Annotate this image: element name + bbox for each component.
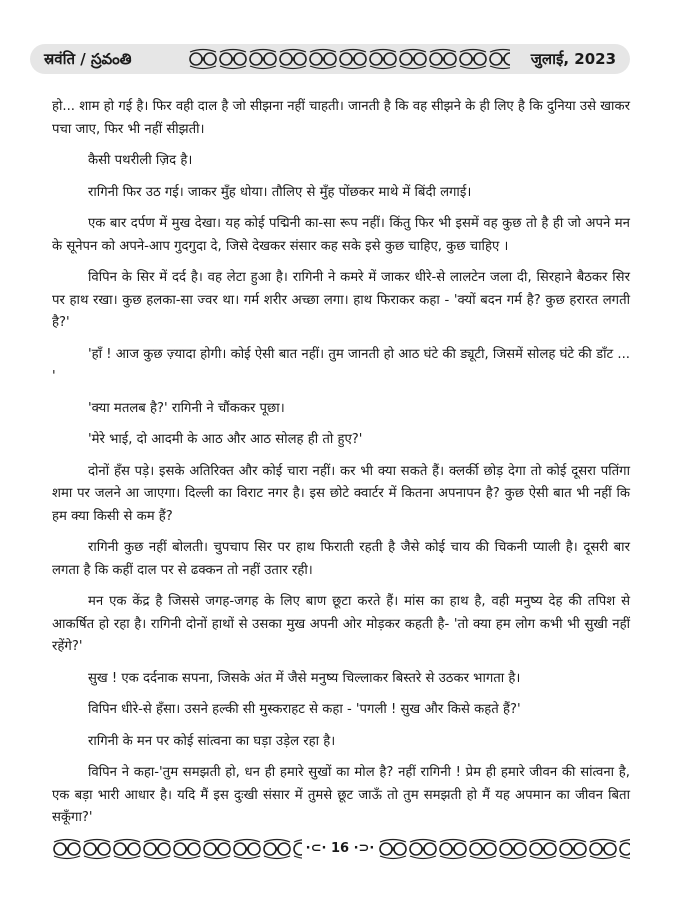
paragraph: विपिन धीरे-से हँसा। उसने हल्की सी मुस्कराहट से कहा - 'पगली ! सुख और किसे कहते हैं?' bbox=[88, 702, 521, 717]
paragraph: सुख ! एक दर्दनाक सपना, जिसके अंत में जैसे मनुष्य चिल्लाकर बिस्तरे से उठकर भागता है। bbox=[88, 670, 521, 686]
paragraph: कैसी पथरीली ज़िद है। bbox=[88, 153, 193, 168]
footer-ornament-right bbox=[378, 838, 630, 860]
paragraph: रागिनी के मन पर कोई सांत्वना का घड़ा उड़ेल रहा है। bbox=[88, 733, 336, 749]
ornament-pattern-icon bbox=[188, 48, 510, 70]
paragraph: मन एक केंद्र है जिससे जगह-जगह के लिए बाण छूटा करते हैं। मांस का हाथ है, वही मनुष्य देह की तपिश से आकर्षित हो रहा है। रागिनी दोनों हाथों से उसका मुख अपनी ओर मोड़कर कहती है- 'तो क्या हम लोग कभी भी सुखी नहीं रहेंगे?' bbox=[52, 594, 630, 654]
page-number-right-flourish-icon: ·⊃· bbox=[353, 841, 375, 856]
paragraph: दोनों हँस पड़े। इसके अतिरिक्त और कोई चारा नहीं। कर भी क्या सकते हैं। क्लर्की छोड़ देगा तो कोई दूसरा पतिंगा शमा पर जलने आ जाएगा। दिल्ली का विराट नगर है। इस छोटे क्वार्टर में कितना अपनापन है? कुछ ऐसी बात भी नहीं कि हम क्या किसी से कम हैं? bbox=[52, 463, 630, 524]
magazine-title: स्रवंति / స్రవంతి bbox=[44, 50, 132, 68]
paragraph: 'क्या मतलब है?' रागिनी ने चौंककर पूछा। bbox=[88, 400, 285, 416]
paragraph: हो... शाम हो गई है। फिर वही दाल है जो सीझना नहीं चाहती। जानती है कि वह सीझने के ही लिए है कि दुनिया उसे खाकर पचा जाए, फिर भी नहीं सीझती। bbox=[52, 99, 630, 137]
paragraph: 'मेरे भाई, दो आदमी के आठ और आठ सोलह ही तो हुए?' bbox=[88, 432, 363, 447]
ornament-pattern-icon bbox=[52, 838, 302, 860]
paragraph: एक बार दर्पण में मुख देखा। यह कोई पद्मिनी का-सा रूप नहीं। किंतु फिर भी इसमें वह कुछ तो है ही जो अपने मन के सूनेपन को अपने-आप गुदगुदा दे, जिसे देखकर संसार कह सके इसे कुछ चाहिए, कुछ चाहिए । bbox=[52, 216, 630, 254]
paragraph: रागिनी कुछ नहीं बोलती। चुपचाप सिर पर हाथ फिराती रहती है जैसे कोई चाय की चिकनी प्याली है। दूसरी बार लगता है कि कहीं दाल पर से ढक्कन तो नहीं उतार रही। bbox=[52, 540, 630, 578]
page-number-text: 16 bbox=[330, 841, 350, 856]
paragraph: विपिन के सिर में दर्द है। वह लेटा हुआ है। रागिनी ने कमरे में जाकर धीरे-से लालटेन जला दी, सिरहाने बैठकर सिर पर हाथ रखा। कुछ हलका-सा ज्वर था। गर्म शरीर अच्छा लगा। हाथ फिराकर कहा - 'क्यों बदन गर्म है? कुछ हरारत लगती है?' bbox=[52, 270, 630, 330]
paragraph: 'हाँ ! आज कुछ ज़्यादा होगी। कोई ऐसी बात नहीं। तुम जानती हो आठ घंटे की ड्यूटी, जिसमें सोलह घंटे की डाँट ... ' bbox=[52, 346, 630, 384]
page-number-left-flourish-icon: ·⊂· bbox=[305, 841, 327, 856]
footer-ornament-left bbox=[52, 838, 302, 860]
header-ornament bbox=[188, 48, 510, 70]
paragraph: विपिन ने कहा-'तुम समझती हो, धन ही हमारे सुखों का मोल है? नहीं रागिनी ! प्रेम ही हमारे जीवन की सांत्वना है, एक बड़ा भारी आधार है। यदि मैं इस दुःखी संसार में तुमसे छूट जाऊँ तो तुम समझती हो मैं यह अपमान का जीवन बिता सकूँगा?' bbox=[52, 765, 630, 825]
page-number bbox=[302, 839, 378, 859]
ornament-pattern-icon bbox=[378, 838, 630, 860]
issue-date: जुलाई, 2023 bbox=[530, 50, 616, 68]
paragraph: रागिनी फिर उठ गई। जाकर मुँह धोया। तौलिए से मुँह पोंछकर माथे में बिंदी लगाई। bbox=[88, 184, 472, 200]
article-body bbox=[52, 96, 630, 839]
